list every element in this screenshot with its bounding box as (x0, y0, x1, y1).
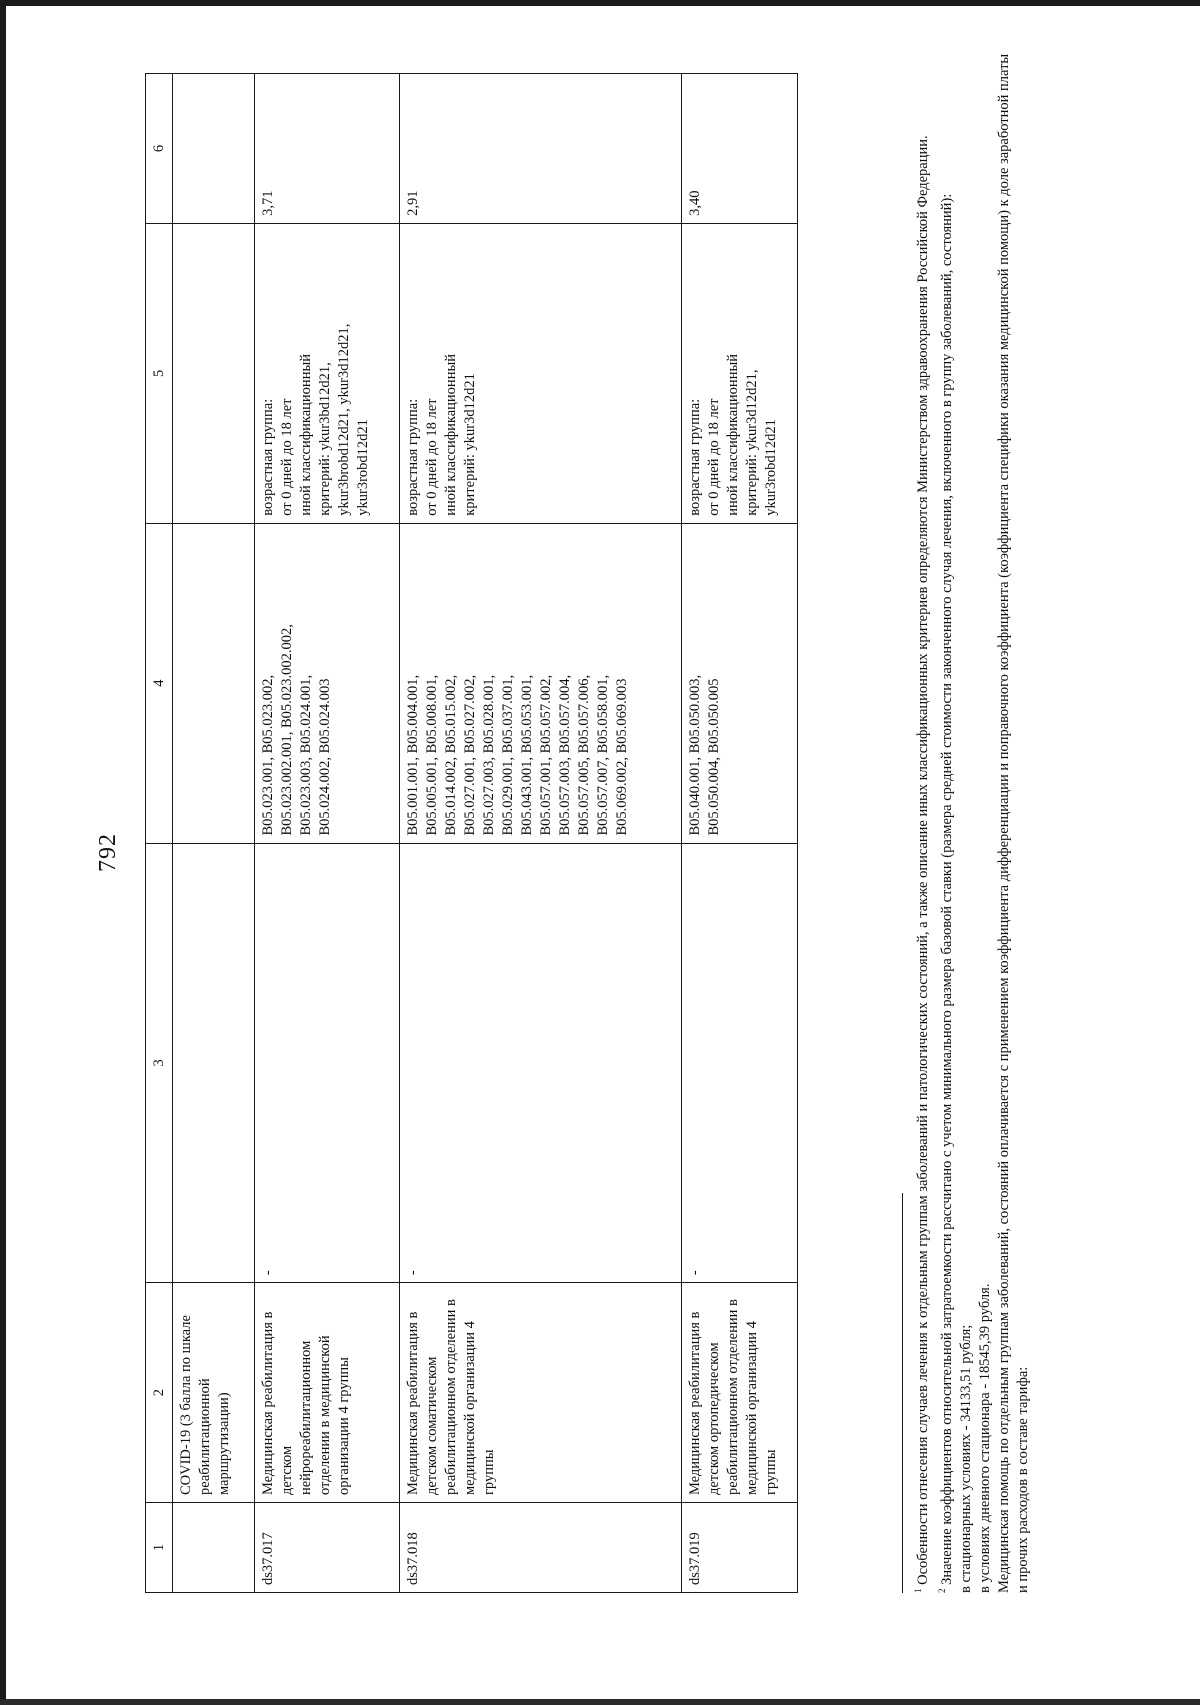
cell-name: Медицинская реабилитация в детском нейрореабилитационном отделении в медицинской организации 4 группы (255, 1283, 400, 1503)
cell-code: ds37.017 (255, 1503, 400, 1593)
footnote-line-day-hospital: в условиях дневного стационара - 18545,39 рубля. (976, 1283, 993, 1593)
cell-code (173, 1503, 255, 1593)
cell-col5: возрастная группа: от 0 дней до 18 лет иной классификационный критерий: ykur3d12d21, ykur3robd12d21 (682, 223, 798, 523)
cell-col3: - (400, 843, 682, 1283)
column-header: 2 (146, 1283, 173, 1503)
footnote-1-mark: 1 (913, 1588, 923, 1593)
cell-col3 (173, 843, 255, 1283)
footnote-separator (902, 1193, 903, 1593)
cell-col6: 3,71 (255, 74, 400, 224)
cell-col4 (173, 523, 255, 843)
cell-col3: - (255, 843, 400, 1283)
footnote-line-payment: Медицинская помощь по отдельным группам заболеваний, состояний оплачивается с применением коэффициента дифференциации и поправочного коэффициента (коэффициента специфики оказания медицинской помощи) к доле заработной платы и прочих расходов в составе тарифа: (995, 53, 1031, 1593)
cell-col4: B05.023.001, B05.023.002, B05.023.002.001, B05.023.002.002, B05.023.003, B05.024.001, B05.024.002, B05.024.003 (255, 523, 400, 843)
cell-col5 (173, 223, 255, 523)
footnote-2-mark: 2 (936, 1588, 947, 1593)
footnote-1-text: Особенности отнесения случаев лечения к отдельным группам заболеваний и патологических состояний, а также описание иных классификационных критериев определяются Министерством здравоохранения Российской Федерации. (914, 135, 931, 1589)
footnote-2 (933, 53, 957, 1593)
table-row (400, 74, 682, 1593)
footnote-1 (909, 53, 933, 1593)
cell-col5: возрастная группа: от 0 дней до 18 лет иной классификационный критерий: ykur3bd12d21, ykur3brobd12d21, ykur3d12d21, ykur3robd12d21 (255, 223, 400, 523)
cell-code: ds37.019 (682, 1503, 798, 1593)
cell-col3: - (682, 843, 798, 1283)
cell-col6: 3,40 (682, 74, 798, 224)
table-row (255, 74, 400, 1593)
cell-col5: возрастная группа: от 0 дней до 18 лет иной классификационный критерий: ykur3d12d21 (400, 223, 682, 523)
table-row-continuation (173, 74, 255, 1593)
table-header-row (146, 74, 173, 1593)
cell-code: ds37.018 (400, 1503, 682, 1593)
column-header: 6 (146, 74, 173, 224)
table-row (682, 74, 798, 1593)
footnotes (902, 53, 1033, 1593)
column-header: 3 (146, 843, 173, 1283)
footnote-2-text: Значение коэффициентов относительной затратоемкости рассчитано с учетом минимального размера базовой ставки (размера средней стоимости законченного случая лечения, включенного в группу заболеваний, состояний): (938, 193, 955, 1589)
cell-name: COVID-19 (3 балла по шкале реабилитационной маршрутизации) (173, 1283, 255, 1503)
cell-col4: B05.040.001, B05.050.003, B05.050.004, B05.050.005 (682, 523, 798, 843)
cell-name: Медицинская реабилитация в детском соматическом реабилитационном отделении в медицинской организации 4 группы (400, 1283, 682, 1503)
column-header: 1 (146, 1503, 173, 1593)
cell-col4: B05.001.001, B05.004.001, B05.005.001, B05.008.001, B05.014.002, B05.015.002, B05.027.001, B05.027.002, B05.027.003, B05.028.001, B05.029.001, B05.037.001, B05.043.001, B05.053.001, B05.057.001, B05.057.002, B05.057.003, B05.057.004, B05.057.005, B05.057.006, B05.057.007, B05.058.001, B05.069.002, B05.069.003 (400, 523, 682, 843)
cell-col6: 2,91 (400, 74, 682, 224)
cell-name: Медицинская реабилитация в детском ортопедическом реабилитационном отделении в медицинской организации 4 группы (682, 1283, 798, 1503)
column-header: 4 (146, 523, 173, 843)
column-header: 5 (146, 223, 173, 523)
page-number: 792 (95, 833, 121, 872)
footnote-line-inpatient: в стационарных условиях - 34133,51 рубля; (957, 1324, 974, 1593)
cell-col6 (173, 74, 255, 224)
tariff-table (145, 73, 798, 1593)
